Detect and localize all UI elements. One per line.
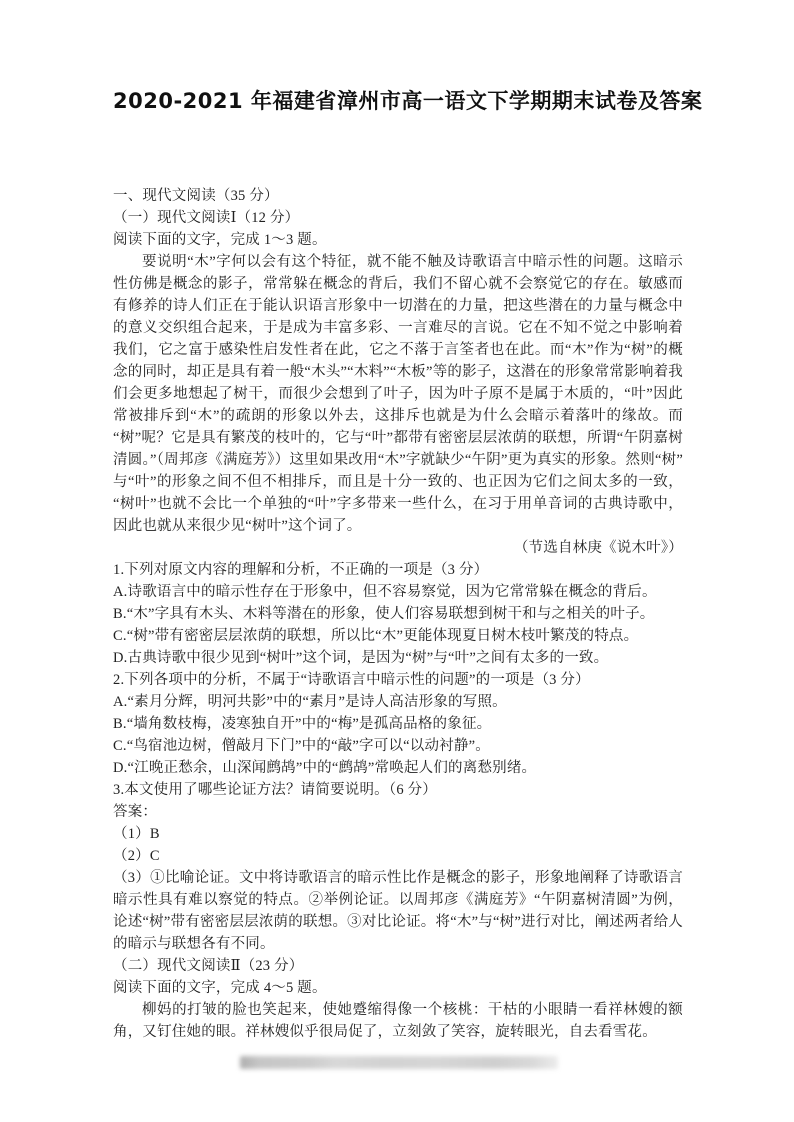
question-1-stem: 1.下列对原文内容的理解和分析，不正确的一项是（3 分）	[113, 562, 489, 578]
blurred-watermark	[240, 1056, 558, 1069]
passage-2-paragraph: 柳妈的打皱的脸也笑起来，使她蹙缩得像一个核桃：干枯的小眼睛一看祥林嫂的额角，又钉住她的眼。祥林嫂似乎很局促了，立刻敛了笑容，旋转眼光，自去看雪花。	[113, 1002, 683, 1040]
exam-title: 2020-2021 年福建省漳州市高一语文下学期期末试卷及答案	[113, 89, 703, 113]
reading-instruction-1: 阅读下面的文字，完成 1～3 题。	[113, 232, 327, 248]
question-1-option-b: B.“木”字具有木头、木料等潜在的形象，使人们容易联想到树干和与之相关的叶子。	[113, 606, 655, 622]
question-1-option-c: C.“树”带有密密层层浓荫的联想，所以比“木”更能体现夏日树木枝叶繁茂的特点。	[113, 628, 639, 644]
exam-body	[113, 185, 683, 1043]
answer-2: （2）C	[113, 848, 160, 864]
question-3-stem: 3.本文使用了哪些论证方法？请简要说明。（6 分）	[113, 782, 437, 798]
question-2-option-b: B.“墙角数枝梅，凌寒独自开”中的“梅”是孤高品格的象征。	[113, 716, 492, 732]
question-1-option-a: A.诗歌语言中的暗示性存在于形象中，但不容易察觉，因为它常常躲在概念的背后。	[113, 584, 657, 600]
question-2-option-c: C.“鸟宿池边树，僧敲月下门”中的“敲”字可以“以动衬静”。	[113, 738, 490, 754]
question-2-option-a: A.“素月分辉，明河共影”中的“素月”是诗人高洁形象的写照。	[113, 694, 507, 710]
reading-instruction-2: 阅读下面的文字，完成 4～5 题。	[113, 980, 327, 996]
passage-1-paragraph: 要说明“木”字何以会有这个特征，就不能不触及诗歌语言中暗示性的问题。这暗示性仿佛是概念的影子，常常躲在概念的背后，我们不留心就不会察觉它的存在。敏感而有修养的诗人们正在于能认识语言形象中一切潜在的力量，把这些潜在的力量与概念中的意义交织组合起来，于是成为丰富多彩、一言难尽的言说。它在不知不觉之中影响着我们，它之富于感染性启发性者在此，它之不落于言筌者也在此。而“木”作为“树”的概念的同时，却正是具有着一般“木头”“木料”“木板”等的影子，这潜在的形象常常影响着我们会更多地想起了树干，而很少会想到了叶子，因为叶子原不是属于木质的，“叶”因此常被排斥到“木”的疏朗的形象以外去，这排斥也就是为什么会暗示着落叶的缘故。而“树”呢？它是具有繁茂的枝叶的，它与“叶”都带有密密层层浓荫的联想，所谓“午阴嘉树清圆。”（周邦彦《满庭芳》）这里如果改用“木”字就缺少“午阴”更为真实的形象。然则“树”与“叶”的形象之间不但不相排斥，而且是十分一致的、也正因为它们之间太多的一致，“树叶”也就不会比一个单独的“叶”字多带来一些什么，在习于用单音词的古典诗歌中，因此也就从来很少见“树叶”这个词了。	[113, 254, 683, 534]
question-2-stem: 2.下列各项中的分析，不属于“诗歌语言中暗示性的问题”的一项是（3 分）	[113, 672, 590, 688]
section-1-heading: 一、现代文阅读（35 分）	[113, 188, 279, 204]
answers-label: 答案：	[113, 804, 158, 820]
subsection-2-heading: （二）现代文阅读Ⅱ（23 分）	[113, 958, 304, 974]
question-1-option-d: D.古典诗歌中很少见到“树叶”这个词，是因为“树”与“叶”之间有太多的一致。	[113, 650, 609, 666]
answer-3: （3）①比喻论证。文中将诗歌语言的暗示性比作是概念的影子，形象地阐释了诗歌语言暗示性具有难以察觉的特点。②举例论证。以周邦彦《满庭芳》“午阴嘉树清圆”为例，论述“树”带有密密层层浓荫的联想。③对比论证。将“木”与“树”进行对比，阐述两者给人的暗示与联想各有不同。	[113, 870, 683, 952]
answer-1: （1）B	[113, 826, 160, 842]
subsection-1-heading: （一）现代文阅读Ⅰ（12 分）	[113, 210, 300, 226]
question-2-option-d: D.“江晚正愁余，山深闻鹧鸪”中的“鹧鸪”常唤起人们的离愁别绪。	[113, 760, 537, 776]
passage-1-attribution: （节选自林庚《说木叶》）	[513, 540, 683, 556]
